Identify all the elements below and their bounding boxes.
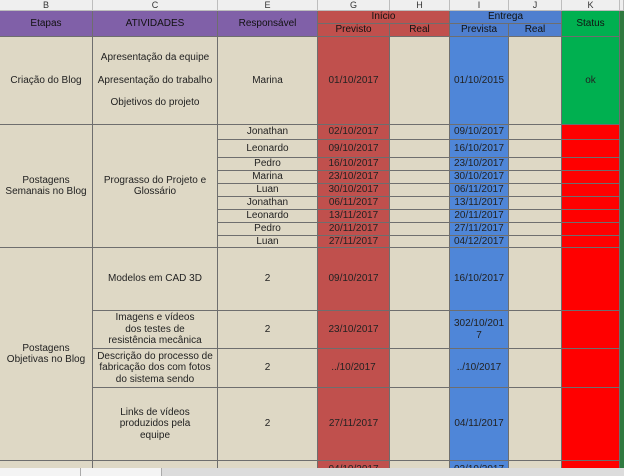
prevista-semanal-6[interactable]: 13/11/2017 xyxy=(450,197,509,210)
header-real-inicio[interactable]: Real xyxy=(390,24,450,37)
prevista-semanal-2[interactable]: 16/10/2017 xyxy=(450,140,509,158)
responsavel-objetiva-3[interactable]: 2 xyxy=(218,349,318,388)
real-entrega-criacao[interactable] xyxy=(509,37,562,125)
responsavel-semanal-1[interactable]: Jonathan xyxy=(218,125,318,140)
previsto-semanal-4[interactable]: 23/10/2017 xyxy=(318,171,390,184)
real-entrega-semanal-3[interactable] xyxy=(509,158,562,171)
prevista-semanal-8[interactable]: 27/11/2017 xyxy=(450,223,509,236)
col-header-g[interactable]: G xyxy=(318,0,390,11)
status-semanal-9[interactable] xyxy=(562,236,620,248)
atividade-objetiva-3[interactable]: Descrição do processo de fabricação dos com fotos do sistema sendo xyxy=(93,349,218,388)
real-entrega-semanal-2[interactable] xyxy=(509,140,562,158)
atividade-apresentacao-trabalho: Apresentação do trabalho xyxy=(97,74,213,86)
real-entrega-objetiva-4[interactable] xyxy=(509,388,562,461)
real-entrega-objetiva-1[interactable] xyxy=(509,248,562,311)
prevista-criacao[interactable]: 01/10/2015 xyxy=(450,37,509,125)
real-entrega-semanal-6[interactable] xyxy=(509,197,562,210)
real-entrega-semanal-8[interactable] xyxy=(509,223,562,236)
prevista-semanal-9[interactable]: 04/12/2017 xyxy=(450,236,509,248)
previsto-objetiva-1[interactable]: 09/10/2017 xyxy=(318,248,390,311)
etapa-semanais[interactable]: Postagens Semanais no Blog xyxy=(0,125,93,248)
atividade-objetivos: Objetivos do projeto xyxy=(110,97,200,109)
status-semanal-8[interactable] xyxy=(562,223,620,236)
responsavel-objetiva-1[interactable]: 2 xyxy=(218,248,318,311)
previsto-semanal-9[interactable]: 27/11/2017 xyxy=(318,236,390,248)
prevista-objetiva-1[interactable]: 16/10/2017 xyxy=(450,248,509,311)
real-inicio-objetiva-3[interactable] xyxy=(390,349,450,388)
responsavel-semanal-7[interactable]: Leonardo xyxy=(218,210,318,223)
sheet-tab[interactable] xyxy=(0,468,81,476)
status-semanal-3[interactable] xyxy=(562,158,620,171)
prevista-objetiva-4[interactable]: 04/11/2017 xyxy=(450,388,509,461)
status-semanal-7[interactable] xyxy=(562,210,620,223)
header-inicio[interactable]: Início xyxy=(318,11,450,24)
previsto-criacao[interactable]: 01/10/2017 xyxy=(318,37,390,125)
responsavel-semanal-4[interactable]: Marina xyxy=(218,171,318,184)
real-inicio-semanal-3[interactable] xyxy=(390,158,450,171)
col-header-k[interactable]: K xyxy=(562,0,620,11)
header-entrega[interactable]: Entrega xyxy=(450,11,562,24)
previsto-objetiva-2[interactable]: 23/10/2017 xyxy=(318,311,390,349)
status-objetiva-1[interactable] xyxy=(562,248,620,311)
sheet-tab[interactable] xyxy=(81,468,162,476)
status-semanal-1[interactable] xyxy=(562,125,620,140)
real-inicio-semanal-8[interactable] xyxy=(390,223,450,236)
status-objetiva-2[interactable] xyxy=(562,311,620,349)
status-semanal-2[interactable] xyxy=(562,140,620,158)
status-semanal-5[interactable] xyxy=(562,184,620,197)
atividade-objetiva-4[interactable]: Links de vídeos produzidos pela equipe xyxy=(93,388,218,461)
real-entrega-semanal-5[interactable] xyxy=(509,184,562,197)
etapa-criacao[interactable]: Criação do Blog xyxy=(0,37,93,125)
prevista-semanal-4[interactable]: 30/10/2017 xyxy=(450,171,509,184)
real-inicio-semanal-2[interactable] xyxy=(390,140,450,158)
real-inicio-semanal-4[interactable] xyxy=(390,171,450,184)
real-entrega-semanal-7[interactable] xyxy=(509,210,562,223)
status-objetiva-4[interactable] xyxy=(562,388,620,461)
atividade-apresentacao-equipe: Apresentação da equipe xyxy=(100,52,210,64)
responsavel-semanal-2[interactable]: Leonardo xyxy=(218,140,318,158)
header-status[interactable]: Status xyxy=(562,11,620,37)
real-inicio-semanal-1[interactable] xyxy=(390,125,450,140)
prevista-objetiva-3[interactable]: ../10/2017 xyxy=(450,349,509,388)
prevista-semanal-5[interactable]: 06/11/2017 xyxy=(450,184,509,197)
real-inicio-semanal-7[interactable] xyxy=(390,210,450,223)
real-entrega-objetiva-2[interactable] xyxy=(509,311,562,349)
previsto-semanal-8[interactable]: 20/11/2017 xyxy=(318,223,390,236)
previsto-objetiva-3[interactable]: ../10/2017 xyxy=(318,349,390,388)
col-header-b[interactable]: B xyxy=(0,0,93,11)
responsavel-criacao[interactable]: Marina xyxy=(218,37,318,125)
etapa-objetivas[interactable]: Postagens Objetivas no Blog xyxy=(0,248,93,461)
atividades-criacao[interactable] xyxy=(93,37,218,125)
real-entrega-semanal-1[interactable] xyxy=(509,125,562,140)
previsto-semanal-7[interactable]: 13/11/2017 xyxy=(318,210,390,223)
status-objetiva-3[interactable] xyxy=(562,349,620,388)
real-inicio-objetiva-1[interactable] xyxy=(390,248,450,311)
previsto-semanal-2[interactable]: 09/10/2017 xyxy=(318,140,390,158)
real-entrega-semanal-4[interactable] xyxy=(509,171,562,184)
previsto-objetiva-4[interactable]: 27/11/2017 xyxy=(318,388,390,461)
real-inicio-objetiva-2[interactable] xyxy=(390,311,450,349)
real-inicio-criacao[interactable] xyxy=(390,37,450,125)
prevista-semanal-3[interactable]: 23/10/2017 xyxy=(450,158,509,171)
col-header-j[interactable]: J xyxy=(509,0,562,11)
real-inicio-semanal-9[interactable] xyxy=(390,236,450,248)
responsavel-semanal-6[interactable]: Jonathan xyxy=(218,197,318,210)
status-criacao[interactable]: ok xyxy=(562,37,620,125)
next-column-edge xyxy=(620,11,624,476)
real-inicio-objetiva-4[interactable] xyxy=(390,388,450,461)
col-header-i[interactable]: I xyxy=(450,0,509,11)
header-responsavel[interactable]: Responsável xyxy=(218,11,318,37)
status-semanal-4[interactable] xyxy=(562,171,620,184)
previsto-semanal-1[interactable]: 02/10/2017 xyxy=(318,125,390,140)
status-semanal-6[interactable] xyxy=(562,197,620,210)
atividade-objetiva-2[interactable]: Imagens e vídeos dos testes de resistência mecânica xyxy=(93,311,218,349)
previsto-semanal-6[interactable]: 06/11/2017 xyxy=(318,197,390,210)
previsto-semanal-3[interactable]: 16/10/2017 xyxy=(318,158,390,171)
responsavel-semanal-9[interactable]: Luan xyxy=(218,236,318,248)
col-header-c[interactable]: C xyxy=(93,0,218,11)
previsto-semanal-5[interactable]: 30/10/2017 xyxy=(318,184,390,197)
responsavel-objetiva-2[interactable]: 2 xyxy=(218,311,318,349)
atividade-objetiva-1[interactable]: Modelos em CAD 3D xyxy=(93,248,218,311)
col-header-e[interactable]: E xyxy=(218,0,318,11)
header-etapas[interactable]: Etapas xyxy=(0,11,93,37)
real-inicio-semanal-5[interactable] xyxy=(390,184,450,197)
col-header-next xyxy=(620,0,624,11)
real-entrega-objetiva-3[interactable] xyxy=(509,349,562,388)
header-previsto[interactable]: Previsto xyxy=(318,24,390,37)
real-inicio-semanal-6[interactable] xyxy=(390,197,450,210)
header-real-entrega[interactable]: Real xyxy=(509,24,562,37)
real-entrega-semanal-9[interactable] xyxy=(509,236,562,248)
responsavel-semanal-5[interactable]: Luan xyxy=(218,184,318,197)
responsavel-semanal-3[interactable]: Pedro xyxy=(218,158,318,171)
atividade-semanais[interactable]: Prograsso do Projeto e Glossário xyxy=(93,125,218,248)
responsavel-semanal-8[interactable]: Pedro xyxy=(218,223,318,236)
col-header-h[interactable]: H xyxy=(390,0,450,11)
header-prevista[interactable]: Prevista xyxy=(450,24,509,37)
sheet-tab-bar[interactable] xyxy=(0,468,624,476)
prevista-objetiva-2[interactable]: 302/10/2017 xyxy=(450,311,509,349)
prevista-semanal-1[interactable]: 09/10/2017 xyxy=(450,125,509,140)
header-atividades[interactable]: ATIVIDADES xyxy=(93,11,218,37)
prevista-semanal-7[interactable]: 20/11/2017 xyxy=(450,210,509,223)
responsavel-objetiva-4[interactable]: 2 xyxy=(218,388,318,461)
